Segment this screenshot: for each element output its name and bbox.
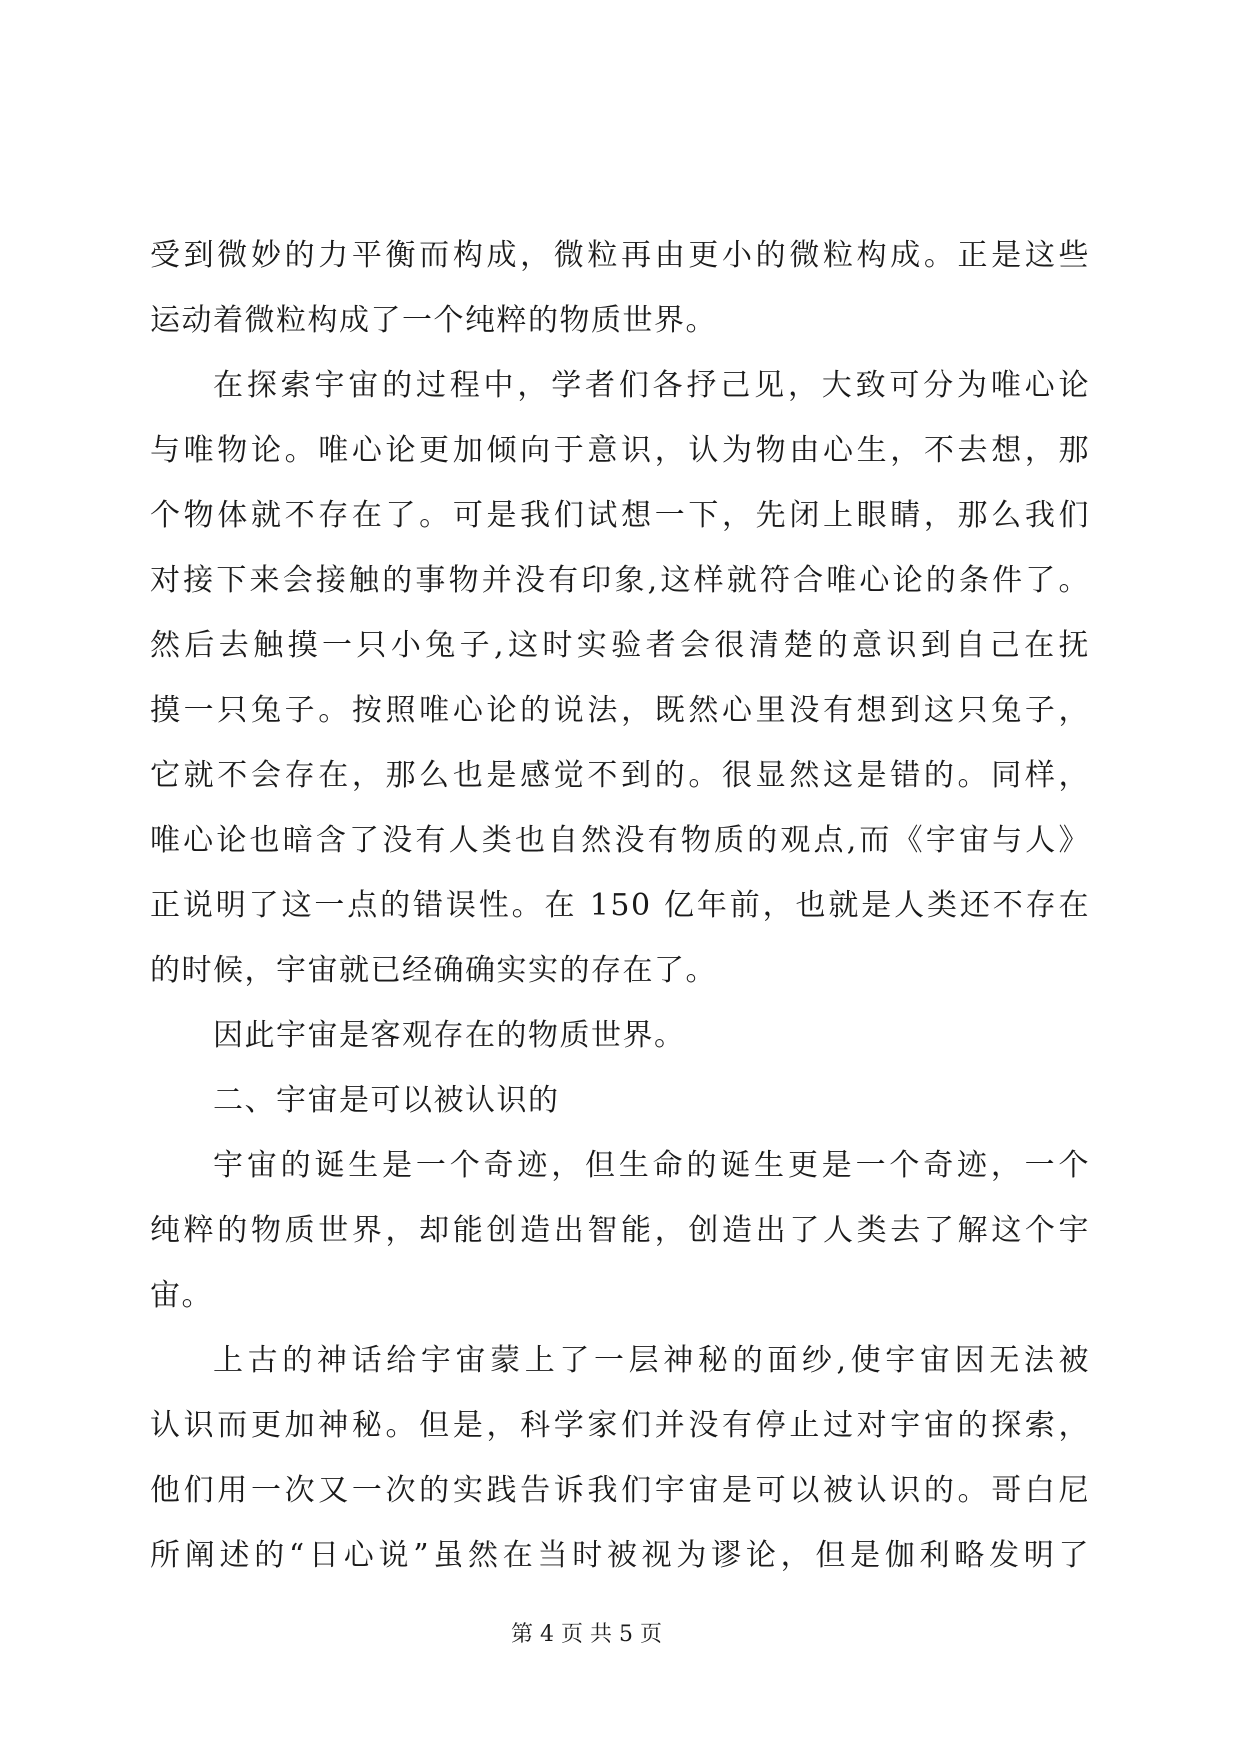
text-line: 纯粹的物质世界，却能创造出智能，创造出了人类去了解这个宇: [150, 1213, 1090, 1248]
paragraph: [150, 353, 1090, 1003]
text-line: 上古的神话给宇宙蒙上了一层神秘的面纱,使宇宙因无法被: [213, 1343, 1090, 1378]
paragraph: [150, 1003, 1090, 1068]
paragraph: [150, 1328, 1090, 1588]
section-heading: 二、宇宙是可以被认识的: [213, 1083, 560, 1118]
text-line: 他们用一次又一次的实践告诉我们宇宙是可以被认识的。哥白尼: [150, 1473, 1090, 1508]
text-line: 运动着微粒构成了一个纯粹的物质世界。: [150, 303, 717, 338]
text-line: 它就不会存在，那么也是感觉不到的。很显然这是错的。同样，: [150, 758, 1090, 793]
text-line: 的时候，宇宙就已经确确实实的存在了。: [150, 953, 717, 988]
text-line: 与唯物论。唯心论更加倾向于意识，认为物由心生，不去想，那: [150, 433, 1090, 468]
text-line: 唯心论也暗含了没有人类也自然没有物质的观点,而《宇宙与人》: [150, 823, 1090, 858]
text-line: 受到微妙的力平衡而构成，微粒再由更小的微粒构成。正是这些: [150, 238, 1090, 273]
text-line: 所阐述的“日心说”虽然在当时被视为谬论，但是伽利略发明了: [150, 1538, 1090, 1573]
text-line: 对接下来会接触的事物并没有印象,这样就符合唯心论的条件了。: [150, 563, 1090, 598]
paragraph: [150, 1133, 1090, 1328]
paragraph: [150, 223, 1090, 353]
paragraph: [150, 1068, 1090, 1133]
text-line: 然后去触摸一只小兔子,这时实验者会很清楚的意识到自己在抚: [150, 628, 1090, 663]
text-line: 正说明了这一点的错误性。在 150 亿年前，也就是人类还不存在: [150, 888, 1090, 923]
document-body: [150, 223, 1090, 1588]
page-footer: 第 4 页 共 5 页: [511, 1622, 662, 1647]
text-line: 在探索宇宙的过程中，学者们各抒己见，大致可分为唯心论: [213, 368, 1090, 403]
text-line: 因此宇宙是客观存在的物质世界。: [213, 1018, 686, 1053]
text-line: 宇宙的诞生是一个奇迹，但生命的诞生更是一个奇迹，一个: [213, 1148, 1090, 1183]
text-line: 宙。: [150, 1278, 213, 1313]
text-line: 个物体就不存在了。可是我们试想一下，先闭上眼睛，那么我们: [150, 498, 1090, 533]
text-line: 摸一只兔子。按照唯心论的说法，既然心里没有想到这只兔子，: [150, 693, 1090, 728]
text-line: 认识而更加神秘。但是，科学家们并没有停止过对宇宙的探索，: [150, 1408, 1090, 1443]
